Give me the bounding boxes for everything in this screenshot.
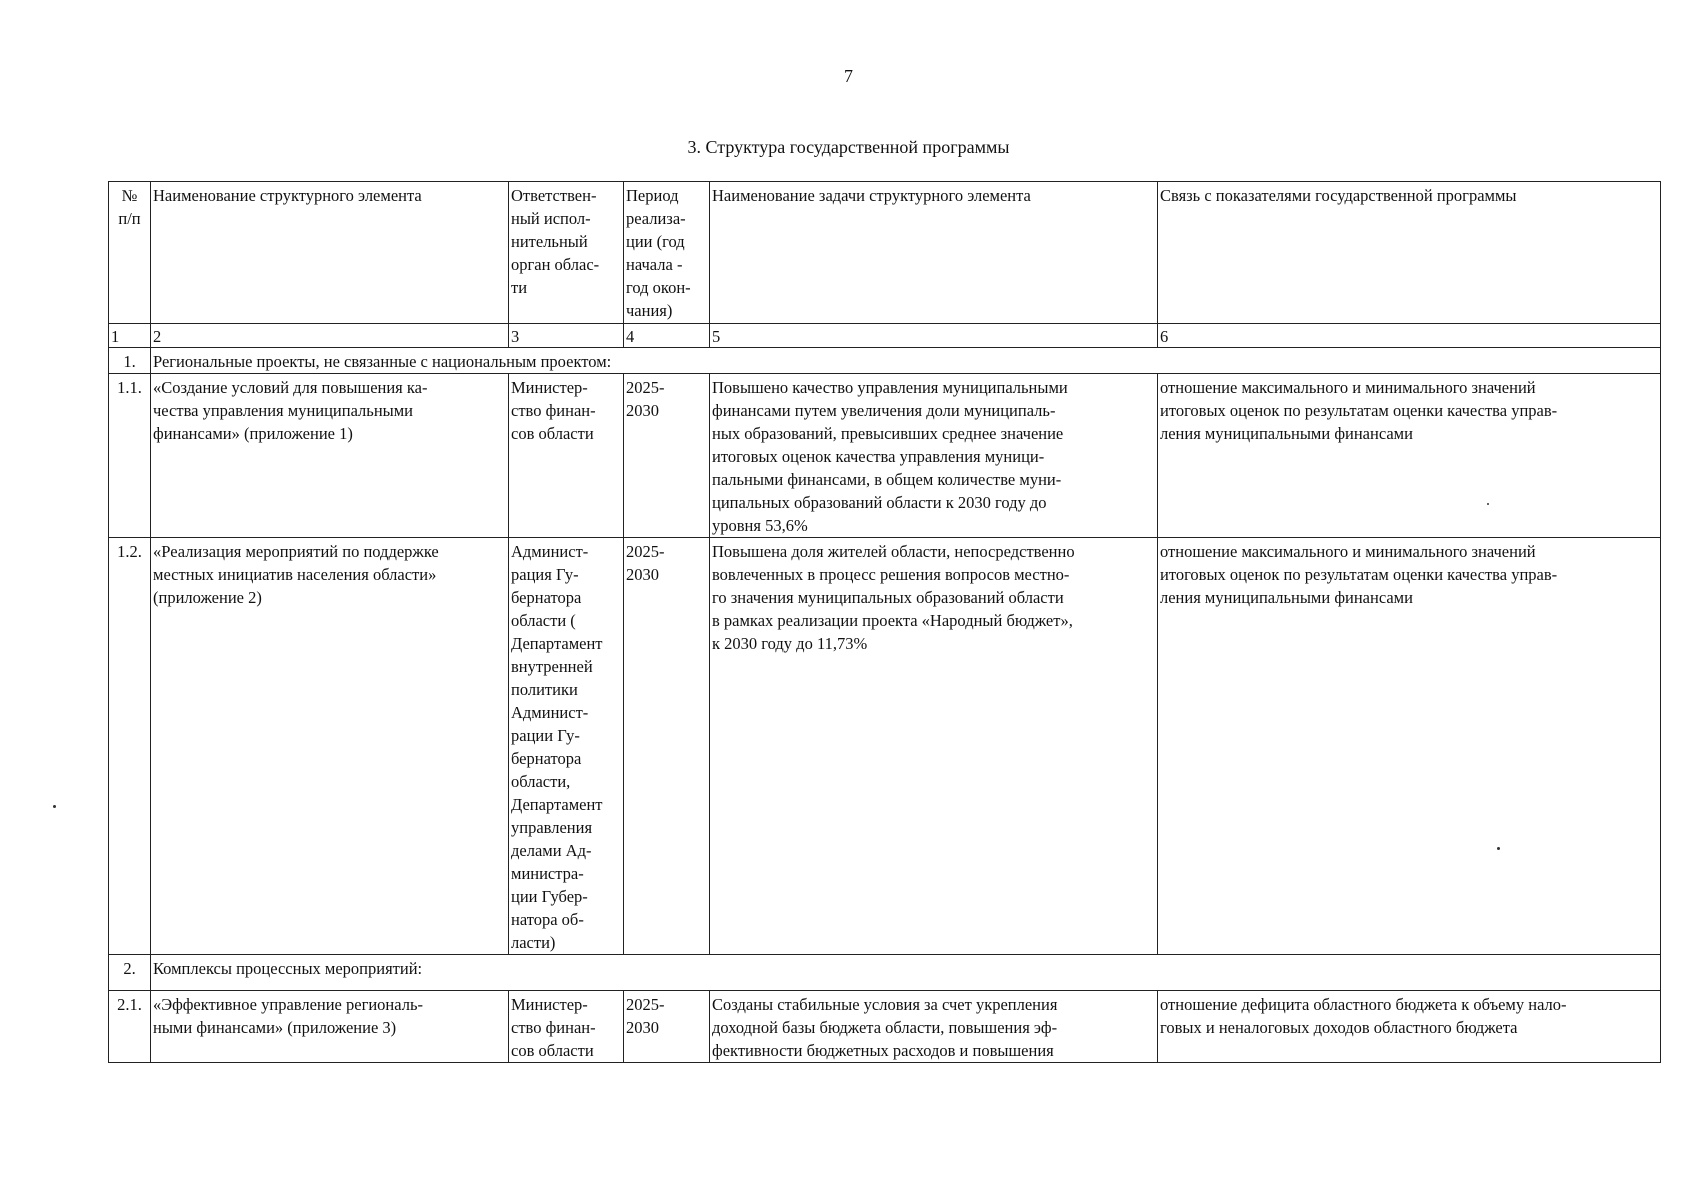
header-name: Наименование структурного элемента [151, 182, 509, 324]
row-task: Повышена доля жителей области, непосредственно вовлеченных в процесс решения вопросов местно- го значения муниципальных образований области в рамках реализации проекта «Народный бюджет», к 2030 году до 11,73% [710, 538, 1158, 955]
row-name: «Реализация мероприятий по поддержке местных инициатив населения области» (приложение 2) [151, 538, 509, 955]
scan-speck [1487, 503, 1489, 505]
row-name: «Эффективное управление региональ- ными финансами» (приложение 3) [151, 991, 509, 1063]
section-title-cell: Комплексы процессных мероприятий: [151, 955, 1661, 991]
page-number: 7 [844, 66, 853, 86]
table-header-row [109, 182, 1661, 324]
structure-table [108, 181, 1661, 1063]
scan-speck [1497, 847, 1500, 850]
row-link: отношение максимального и минимального значений итоговых оценок по результатам оценки качества управ- ления муниципальными финансами [1158, 538, 1661, 955]
row-period: 2025- 2030 [624, 991, 710, 1063]
header-link: Связь с показателями государственной программы [1158, 182, 1661, 324]
row-period: 2025- 2030 [624, 374, 710, 538]
column-number: 6 [1158, 324, 1661, 348]
row-name: «Создание условий для повышения ка- чества управления муниципальными финансами» (приложение 1) [151, 374, 509, 538]
section-num: 2. [109, 955, 151, 991]
row-executor: Министер- ство финан- сов области [509, 374, 624, 538]
header-period: Период реализа- ции (год начала - год окон- чания) [624, 182, 710, 324]
row-task: Повышено качество управления муниципальными финансами путем увеличения доли муниципаль- ных образований, превысивших среднее значение итоговых оценок качества управления муници- пальными финансами, в общем количестве муни- ципальных образований области к 2030 году до уровня 53,6% [710, 374, 1158, 538]
section-title-cell: Региональные проекты, не связанные с национальным проектом: [151, 348, 1661, 374]
row-num: 1.2. [109, 538, 151, 955]
column-number: 5 [710, 324, 1158, 348]
row-link: отношение максимального и минимального значений итоговых оценок по результатам оценки качества управ- ления муниципальными финансами [1158, 374, 1661, 538]
header-num: № п/п [109, 182, 151, 324]
table-row [109, 538, 1661, 955]
table-row [109, 991, 1661, 1063]
row-num: 1.1. [109, 374, 151, 538]
section-row [109, 348, 1661, 374]
section-title: 3. Структура государственной программы [687, 137, 1010, 157]
column-number: 2 [151, 324, 509, 348]
column-number: 1 [109, 324, 151, 348]
section-num: 1. [109, 348, 151, 374]
header-executor: Ответствен- ный испол- нительный орган облас- ти [509, 182, 624, 324]
column-number: 4 [624, 324, 710, 348]
row-executor: Админист- рация Гу- бернатора области ( Департамент внутренней политики Админист- рации Гу- бернатора области, Департамент управления делами Ад- министра- ции Губер- натора об- ласти) [509, 538, 624, 955]
scan-speck [53, 805, 56, 808]
row-period: 2025- 2030 [624, 538, 710, 955]
column-number-row [109, 324, 1661, 348]
row-num: 2.1. [109, 991, 151, 1063]
row-executor: Министер- ство финан- сов области [509, 991, 624, 1063]
header-task: Наименование задачи структурного элемента [710, 182, 1158, 324]
column-number: 3 [509, 324, 624, 348]
row-link: отношение дефицита областного бюджета к объему нало- говых и неналоговых доходов областного бюджета [1158, 991, 1661, 1063]
table-row [109, 374, 1661, 538]
row-task: Созданы стабильные условия за счет укрепления доходной базы бюджета области, повышения эф- фективности бюджетных расходов и повышения [710, 991, 1158, 1063]
section-row [109, 955, 1661, 991]
